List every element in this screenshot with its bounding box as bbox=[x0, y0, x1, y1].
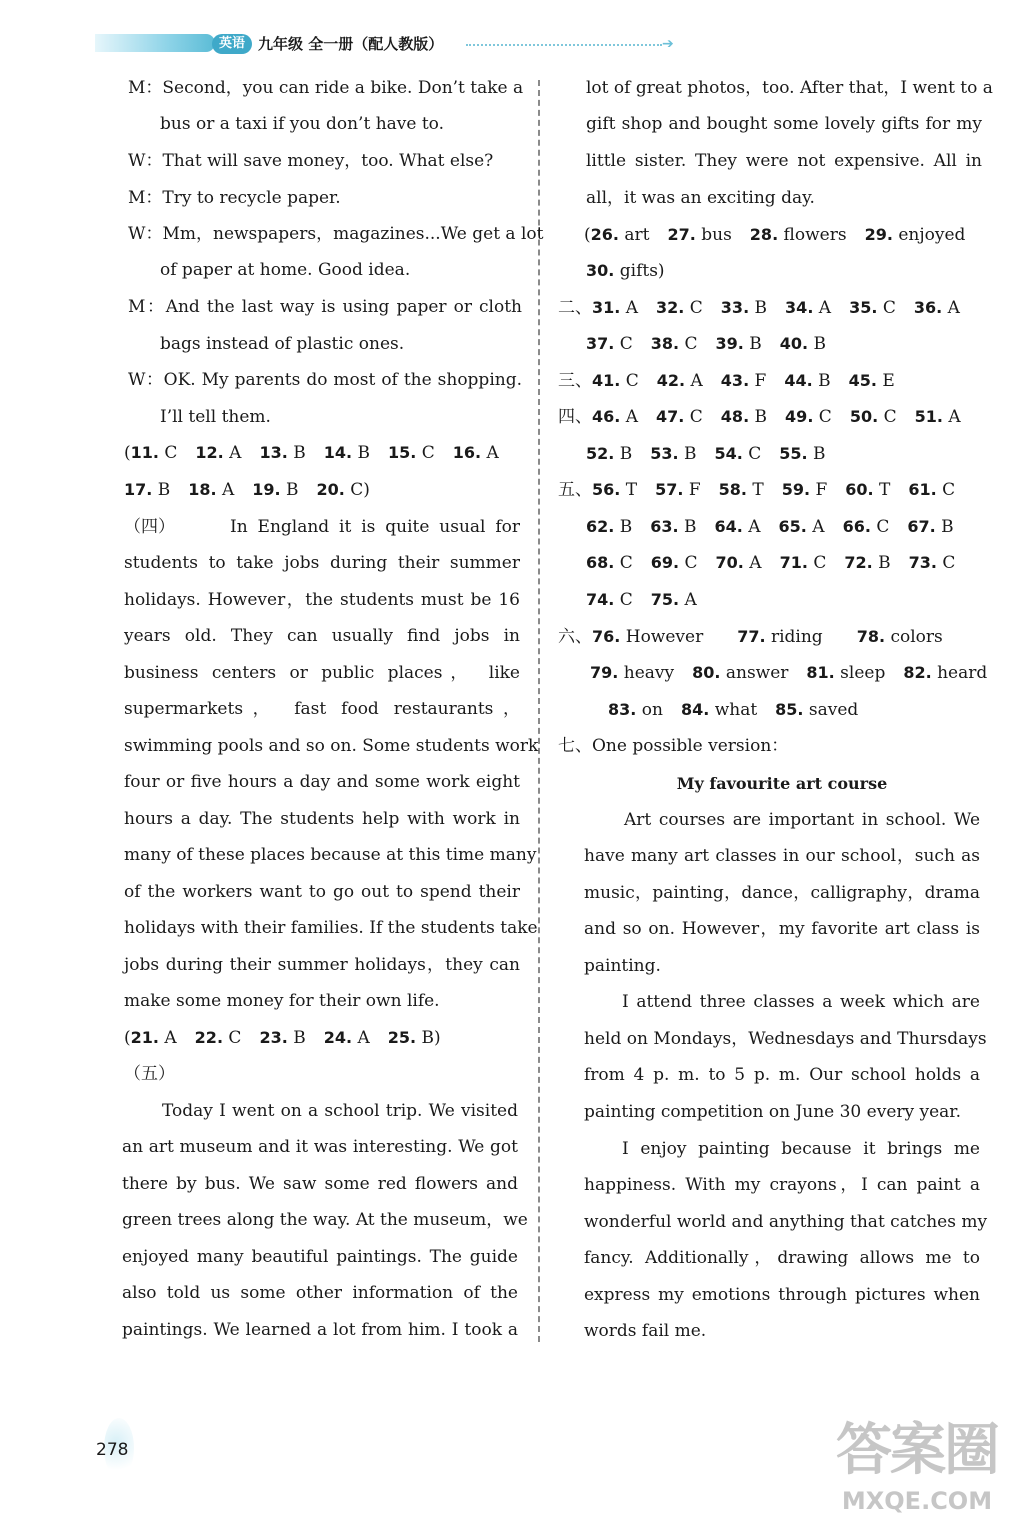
passage-line: supermarkets， fast food restaurants， bbox=[124, 699, 520, 719]
dialogue-line: bags instead of plastic ones. bbox=[160, 334, 405, 354]
answer-row: 17. B 18. A 19. B 20. C) bbox=[124, 480, 370, 500]
page-header bbox=[0, 0, 1012, 70]
essay-title: My favourite art course bbox=[676, 774, 888, 793]
answer-row: 五、56. T 57. F 58. T 59. F 60. T 61. C bbox=[558, 480, 956, 500]
answer-row: 83. on 84. what 85. saved bbox=[608, 700, 859, 720]
dialogue-line: W：OK. My parents do most of the shopping. bbox=[128, 370, 522, 390]
essay-line: painting. bbox=[584, 956, 661, 976]
dialogue-line: W：That will save money，too. What else? bbox=[128, 151, 494, 171]
essay-line: painting competition on June 30 every year. bbox=[584, 1102, 961, 1122]
essay-line: and so on. However，my favorite art class is bbox=[584, 919, 980, 939]
section-label: （四） bbox=[124, 517, 175, 537]
passage-line: green trees along the way. At the museum，we bbox=[122, 1210, 528, 1230]
passage-line: little sister. They were not expensive. All in bbox=[586, 151, 982, 171]
dialogue-line: W：Mm，newspapers，magazines...We get a lot bbox=[128, 224, 544, 244]
watermark-text: 答案圈 bbox=[836, 1418, 998, 1483]
book-title: 九年级 全一册（配人教版） bbox=[258, 35, 444, 53]
answer-row: (21. A 22. C 23. B 24. A 25. B) bbox=[124, 1028, 441, 1048]
watermark-url: MXQE.COM bbox=[841, 1487, 993, 1515]
section-label: （五） bbox=[124, 1064, 175, 1084]
answer-row: (11. C 12. A 13. B 14. B 15. C 16. A bbox=[124, 443, 499, 463]
passage-line: swimming pools and so on. Some students work bbox=[124, 736, 539, 756]
essay-line: fancy. Additionally，drawing allows me to bbox=[584, 1248, 980, 1268]
subject-badge: 英语 bbox=[212, 34, 252, 54]
dialogue-line: M：Second，you can ride a bike. Don’t take a bbox=[128, 78, 524, 98]
essay-line: music，painting，dance，calligraphy，drama bbox=[584, 883, 980, 903]
passage-line: four or five hours a day and some work eight bbox=[124, 772, 520, 792]
answer-row: 二、31. A 32. C 33. B 34. A 35. C 36. A bbox=[558, 298, 960, 318]
passage-line: there by bus. We saw some red flowers and bbox=[122, 1174, 518, 1194]
passage-line: paintings. We learned a lot from him. I took a bbox=[122, 1320, 518, 1340]
passage-line: holidays with their families. If the students take bbox=[124, 918, 538, 938]
watermark-logo bbox=[832, 1418, 1002, 1530]
essay-line: have many art classes in our school，such as bbox=[584, 846, 980, 866]
answer-row: 79. heavy 80. answer 81. sleep 82. heard bbox=[590, 663, 988, 683]
essay-line: I attend three classes a week which are bbox=[622, 992, 980, 1012]
essay-line: held on Mondays，Wednesdays and Thursdays bbox=[584, 1029, 987, 1049]
section-label: 七、One possible version： bbox=[558, 736, 789, 756]
passage-line: Today I went on a school trip. We visited bbox=[162, 1101, 518, 1121]
passage-line: years old. They can usually find jobs in bbox=[124, 626, 520, 646]
header-dotted-line bbox=[466, 44, 662, 46]
column-divider bbox=[538, 80, 540, 1342]
passage-line: hours a day. The students help with work in bbox=[124, 809, 520, 829]
essay-line: from 4 p. m. to 5 p. m. Our school holds a bbox=[584, 1065, 980, 1085]
answer-row: 62. B 63. B 64. A 65. A 66. C 67. B bbox=[586, 517, 954, 537]
passage-line: also told us some other information of the bbox=[122, 1283, 518, 1303]
dialogue-line: of paper at home. Good idea. bbox=[160, 260, 411, 280]
header-decoration bbox=[95, 34, 215, 52]
answer-row: 三、41. C 42. A 43. F 44. B 45. E bbox=[558, 371, 895, 391]
answer-row: 68. C 69. C 70. A 71. C 72. B 73. C bbox=[586, 553, 956, 573]
essay-line: words fail me. bbox=[584, 1321, 707, 1341]
arrow-icon: ➔ bbox=[662, 36, 674, 52]
passage-line: holidays. However，the students must be 16 bbox=[124, 590, 520, 610]
passage-line: business centers or public places， like bbox=[124, 663, 520, 683]
passage-line: In England it is quite usual for bbox=[230, 517, 520, 537]
passage-line: students to take jobs during their summer bbox=[124, 553, 520, 573]
passage-line: lot of great photos，too. After that，I went to a bbox=[586, 78, 993, 98]
essay-line: express my emotions through pictures when bbox=[584, 1285, 980, 1305]
essay-line: happiness. With my crayons，I can paint a bbox=[584, 1175, 980, 1195]
answer-row: 六、76. However 77. riding 78. colors bbox=[558, 627, 943, 647]
dialogue-line: M：And the last way is using paper or cloth bbox=[128, 297, 522, 317]
passage-line: of the workers want to go out to spend their bbox=[124, 882, 520, 902]
dialogue-line: M：Try to recycle paper. bbox=[128, 188, 341, 208]
dialogue-line: I’ll tell them. bbox=[160, 407, 271, 427]
essay-line: wonderful world and anything that catches my bbox=[584, 1212, 988, 1232]
passage-line: many of these places because at this time many bbox=[124, 845, 537, 865]
answer-row: 74. C 75. A bbox=[586, 590, 697, 610]
page-number: 278 bbox=[96, 1440, 129, 1460]
passage-line: all，it was an exciting day. bbox=[586, 188, 815, 208]
passage-line: make some money for their own life. bbox=[124, 991, 440, 1011]
answer-row: 52. B 53. B 54. C 55. B bbox=[586, 444, 826, 464]
answer-row: 37. C 38. C 39. B 40. B bbox=[586, 334, 827, 354]
answer-row: 30. gifts) bbox=[586, 261, 665, 281]
passage-line: gift shop and bought some lovely gifts for my bbox=[586, 114, 982, 134]
essay-line: I enjoy painting because it brings me bbox=[622, 1139, 980, 1159]
answer-row: (26. art 27. bus 28. flowers 29. enjoyed bbox=[584, 225, 966, 245]
essay-line: Art courses are important in school. We bbox=[624, 810, 980, 830]
passage-line: jobs during their summer holidays，they can bbox=[124, 955, 520, 975]
answer-row: 四、46. A 47. C 48. B 49. C 50. C 51. A bbox=[558, 407, 961, 427]
passage-line: enjoyed many beautiful paintings. The guide bbox=[122, 1247, 518, 1267]
dialogue-line: bus or a taxi if you don’t have to. bbox=[160, 114, 445, 134]
passage-line: an art museum and it was interesting. We got bbox=[122, 1137, 518, 1157]
